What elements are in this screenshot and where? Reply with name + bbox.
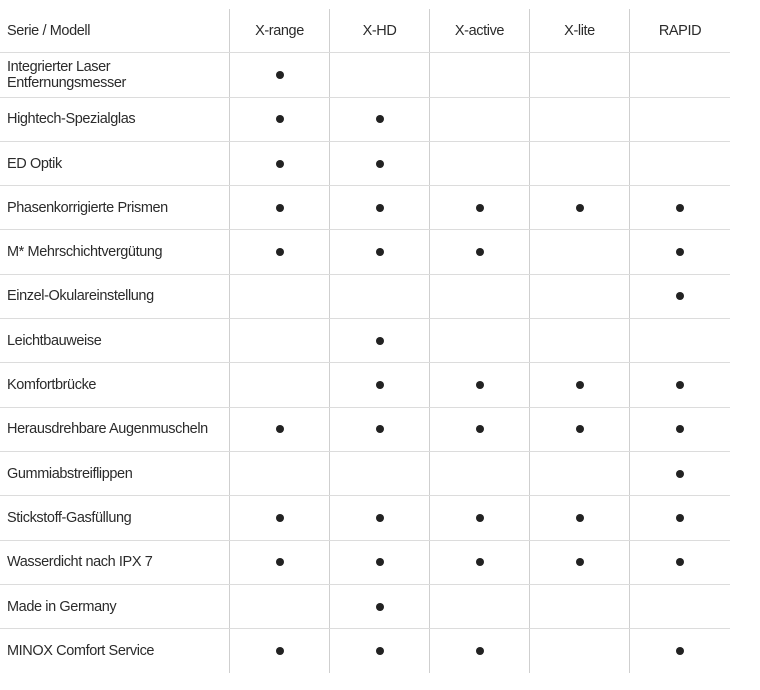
- table-body: [0, 53, 730, 673]
- bullet-icon: [376, 204, 384, 212]
- bullet-icon: [476, 558, 484, 566]
- cell-x-hd: [330, 186, 430, 229]
- cell-x-range: [230, 452, 330, 495]
- table-row: [0, 98, 730, 142]
- bullet-icon: [376, 647, 384, 655]
- cell-x-hd: [330, 53, 430, 96]
- cell-x-lite: [530, 230, 630, 273]
- bullet-icon: [276, 425, 284, 433]
- bullet-icon: [576, 514, 584, 522]
- bullet-icon: [276, 160, 284, 168]
- cell-x-lite: [530, 319, 630, 362]
- bullet-icon: [376, 603, 384, 611]
- bullet-icon: [676, 248, 684, 256]
- cell-x-hd: [330, 408, 430, 451]
- cell-x-range: [230, 319, 330, 362]
- cell-x-range: [230, 98, 330, 141]
- header-model-x-active: X-active: [430, 9, 530, 52]
- table-row: [0, 541, 730, 585]
- cell-rapid: [630, 541, 730, 584]
- cell-rapid: [630, 98, 730, 141]
- table-row: [0, 275, 730, 319]
- cell-x-active: [430, 53, 530, 96]
- cell-x-active: [430, 98, 530, 141]
- bullet-icon: [276, 647, 284, 655]
- bullet-icon: [676, 381, 684, 389]
- table-row: [0, 230, 730, 274]
- table-header-row: [0, 9, 730, 53]
- cell-rapid: [630, 585, 730, 628]
- table-row: [0, 629, 730, 673]
- cell-x-range: [230, 53, 330, 96]
- bullet-icon: [376, 381, 384, 389]
- cell-x-lite: [530, 585, 630, 628]
- bullet-icon: [476, 647, 484, 655]
- bullet-icon: [576, 381, 584, 389]
- cell-x-active: [430, 275, 530, 318]
- cell-x-hd: [330, 585, 430, 628]
- cell-x-range: [230, 496, 330, 539]
- bullet-icon: [576, 204, 584, 212]
- feature-label: M* Mehrschichtvergütung: [0, 230, 230, 273]
- cell-x-lite: [530, 363, 630, 406]
- cell-x-active: [430, 496, 530, 539]
- bullet-icon: [276, 248, 284, 256]
- bullet-icon: [376, 248, 384, 256]
- cell-x-hd: [330, 541, 430, 584]
- bullet-icon: [476, 514, 484, 522]
- header-model-x-range: X-range: [230, 9, 330, 52]
- cell-rapid: [630, 230, 730, 273]
- cell-x-active: [430, 452, 530, 495]
- bullet-icon: [476, 381, 484, 389]
- feature-label: Phasenkorrigierte Prismen: [0, 186, 230, 229]
- bullet-icon: [476, 425, 484, 433]
- feature-label: Stickstoff-Gasfüllung: [0, 496, 230, 539]
- feature-label: MINOX Comfort Service: [0, 629, 230, 673]
- cell-x-lite: [530, 541, 630, 584]
- bullet-icon: [676, 558, 684, 566]
- table-row: [0, 496, 730, 540]
- comparison-table: [0, 9, 730, 673]
- cell-x-lite: [530, 629, 630, 673]
- cell-x-lite: [530, 186, 630, 229]
- bullet-icon: [276, 558, 284, 566]
- table-row: [0, 186, 730, 230]
- table-row: [0, 53, 730, 97]
- cell-rapid: [630, 496, 730, 539]
- header-model-x-lite: X-lite: [530, 9, 630, 52]
- feature-label: Integrierter Laser Entfernungsmesser: [0, 53, 230, 96]
- bullet-icon: [476, 204, 484, 212]
- cell-x-range: [230, 585, 330, 628]
- cell-rapid: [630, 275, 730, 318]
- table-row: [0, 319, 730, 363]
- cell-x-lite: [530, 496, 630, 539]
- feature-label: Wasserdicht nach IPX 7: [0, 541, 230, 584]
- cell-x-lite: [530, 452, 630, 495]
- cell-x-active: [430, 408, 530, 451]
- header-model-x-hd: X-HD: [330, 9, 430, 52]
- cell-rapid: [630, 53, 730, 96]
- feature-label: Made in Germany: [0, 585, 230, 628]
- cell-x-active: [430, 186, 530, 229]
- cell-x-range: [230, 142, 330, 185]
- cell-x-hd: [330, 629, 430, 673]
- header-series-model: Serie / Modell: [0, 9, 230, 52]
- cell-x-active: [430, 319, 530, 362]
- bullet-icon: [376, 514, 384, 522]
- cell-rapid: [630, 408, 730, 451]
- cell-rapid: [630, 142, 730, 185]
- table-row: [0, 585, 730, 629]
- bullet-icon: [376, 558, 384, 566]
- cell-x-range: [230, 275, 330, 318]
- feature-label: Komfortbrücke: [0, 363, 230, 406]
- bullet-icon: [576, 425, 584, 433]
- cell-x-hd: [330, 230, 430, 273]
- feature-label: Leichtbauweise: [0, 319, 230, 362]
- cell-x-range: [230, 629, 330, 673]
- bullet-icon: [376, 337, 384, 345]
- cell-x-range: [230, 230, 330, 273]
- cell-rapid: [630, 186, 730, 229]
- bullet-icon: [676, 204, 684, 212]
- table-row: [0, 142, 730, 186]
- cell-rapid: [630, 319, 730, 362]
- feature-label: Gummiabstreiflippen: [0, 452, 230, 495]
- bullet-icon: [276, 115, 284, 123]
- cell-x-hd: [330, 275, 430, 318]
- feature-label: Einzel-Okulareinstellung: [0, 275, 230, 318]
- cell-x-active: [430, 585, 530, 628]
- cell-x-active: [430, 363, 530, 406]
- cell-x-hd: [330, 452, 430, 495]
- cell-x-hd: [330, 363, 430, 406]
- cell-rapid: [630, 452, 730, 495]
- cell-rapid: [630, 363, 730, 406]
- cell-x-hd: [330, 98, 430, 141]
- bullet-icon: [676, 470, 684, 478]
- cell-x-range: [230, 408, 330, 451]
- bullet-icon: [676, 514, 684, 522]
- cell-x-lite: [530, 408, 630, 451]
- table-row: [0, 408, 730, 452]
- cell-x-range: [230, 186, 330, 229]
- cell-rapid: [630, 629, 730, 673]
- bullet-icon: [376, 160, 384, 168]
- bullet-icon: [676, 425, 684, 433]
- cell-x-lite: [530, 98, 630, 141]
- feature-label: Hightech-Spezialglas: [0, 98, 230, 141]
- bullet-icon: [276, 71, 284, 79]
- feature-label: ED Optik: [0, 142, 230, 185]
- cell-x-active: [430, 541, 530, 584]
- cell-x-hd: [330, 142, 430, 185]
- bullet-icon: [276, 514, 284, 522]
- bullet-icon: [476, 248, 484, 256]
- cell-x-hd: [330, 319, 430, 362]
- cell-x-active: [430, 629, 530, 673]
- cell-x-lite: [530, 142, 630, 185]
- cell-x-range: [230, 541, 330, 584]
- bullet-icon: [276, 204, 284, 212]
- header-model-rapid: RAPID: [658, 22, 702, 39]
- cell-x-active: [430, 142, 530, 185]
- cell-x-active: [430, 230, 530, 273]
- bullet-icon: [376, 115, 384, 123]
- bullet-icon: [676, 292, 684, 300]
- table-row: [0, 452, 730, 496]
- cell-x-hd: [330, 496, 430, 539]
- cell-x-lite: [530, 53, 630, 96]
- feature-label: Herausdrehbare Augenmuscheln: [0, 408, 230, 451]
- cell-x-range: [230, 363, 330, 406]
- bullet-icon: [576, 558, 584, 566]
- bullet-icon: [676, 647, 684, 655]
- bullet-icon: [376, 425, 384, 433]
- cell-x-lite: [530, 275, 630, 318]
- table-row: [0, 363, 730, 407]
